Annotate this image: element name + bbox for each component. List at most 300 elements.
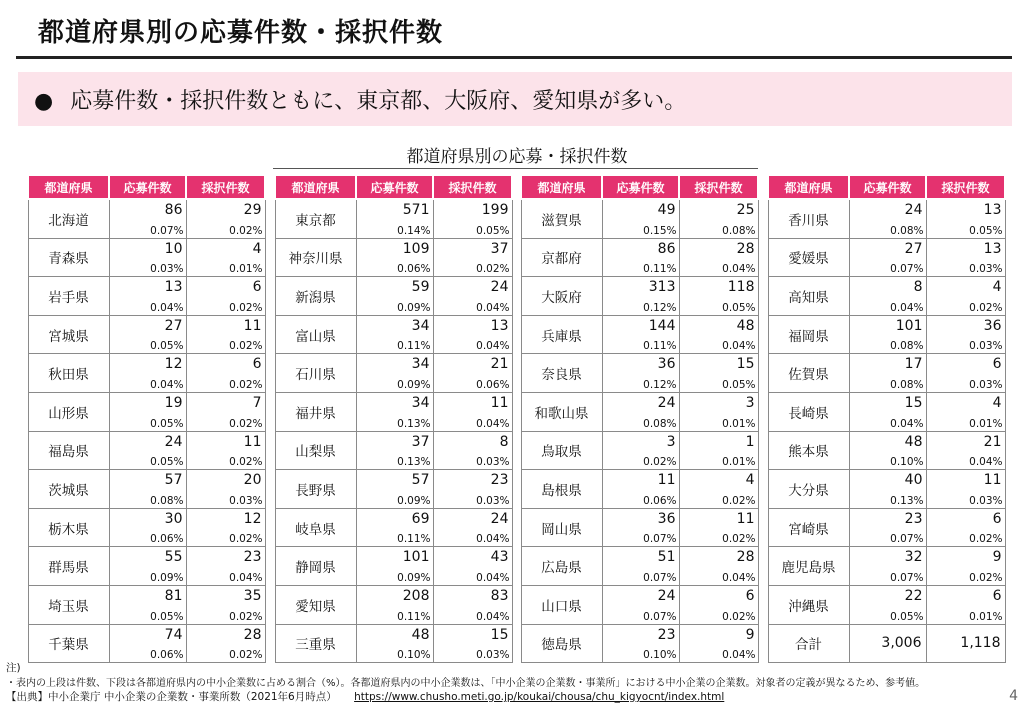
table-row (28, 431, 265, 470)
adoption-count-cell (186, 392, 265, 431)
application-count: 34 (411, 356, 430, 373)
adoption-ratio: 0.01% (969, 610, 1003, 623)
application-ratio: 0.12% (643, 301, 677, 314)
adoption-ratio: 0.03% (476, 456, 510, 469)
application-count: 3 (666, 433, 676, 450)
prefecture-name: 徳島県 (521, 624, 602, 663)
adoption-count-cell (679, 315, 758, 354)
application-ratio: 0.11% (397, 340, 431, 353)
adoption-count-cell (433, 392, 512, 431)
adoption-count: 37 (490, 240, 509, 257)
table-row (28, 585, 265, 624)
prefecture-name: 京都府 (521, 238, 602, 277)
prefecture-table (520, 174, 759, 663)
application-ratio: 0.11% (397, 533, 431, 546)
table-row (28, 238, 265, 277)
adoption-count: 24 (490, 279, 509, 296)
adoption-ratio: 0.04% (476, 417, 510, 430)
adoption-ratio: 0.04% (229, 571, 263, 584)
adoption-count-cell (433, 470, 512, 509)
prefecture-name: 青森県 (28, 238, 109, 277)
adoption-ratio: 0.05% (722, 301, 756, 314)
table-row (768, 354, 1005, 393)
application-ratio: 0.09% (397, 494, 431, 507)
adoption-ratio: 0.05% (722, 378, 756, 391)
prefecture-name: 鹿児島県 (768, 547, 849, 586)
application-ratio: 0.10% (643, 649, 677, 662)
application-ratio: 0.07% (643, 571, 677, 584)
table-row (521, 277, 758, 316)
adoption-ratio: 0.03% (476, 494, 510, 507)
adoption-ratio: 0.01% (969, 417, 1003, 430)
prefecture-name: 石川県 (275, 354, 356, 393)
adoption-count: 48 (736, 317, 755, 334)
adoption-ratio: 0.01% (722, 456, 756, 469)
application-count-cell (849, 470, 926, 509)
adoption-count: 25 (736, 202, 755, 218)
table-row (28, 354, 265, 393)
adoption-count-cell (926, 315, 1005, 354)
adoption-count-cell (433, 585, 512, 624)
table-header-row (768, 175, 1005, 199)
application-count-cell (356, 508, 433, 547)
application-count-cell (109, 277, 186, 316)
table-row (768, 508, 1005, 547)
adoption-count: 35 (243, 587, 262, 604)
application-count: 57 (411, 472, 430, 489)
adoption-count: 4 (992, 394, 1002, 411)
adoption-count-cell (679, 431, 758, 470)
table-row (28, 547, 265, 586)
table-header-row (275, 175, 512, 199)
application-count-cell (849, 585, 926, 624)
prefecture-name: 埼玉県 (28, 585, 109, 624)
table-row (28, 392, 265, 431)
adoption-ratio: 0.02% (722, 533, 756, 546)
title-underline (16, 56, 1012, 59)
adoption-count-cell (926, 470, 1005, 509)
application-count-cell (109, 470, 186, 509)
application-ratio: 0.06% (150, 533, 184, 546)
application-ratio: 0.06% (150, 649, 184, 662)
prefecture-name: 高知県 (768, 277, 849, 316)
adoption-count: 23 (243, 549, 262, 566)
adoption-count: 15 (490, 626, 509, 643)
application-ratio: 0.04% (150, 301, 184, 314)
adoption-count: 28 (243, 626, 262, 643)
application-count-cell (109, 585, 186, 624)
adoption-count: 83 (490, 587, 509, 604)
table-row (768, 315, 1005, 354)
prefecture-name: 島根県 (521, 470, 602, 509)
prefecture-name: 静岡県 (275, 547, 356, 586)
table-header-row (28, 175, 265, 199)
adoption-ratio: 0.01% (229, 263, 263, 276)
source-link[interactable]: https://www.chusho.meti.go.jp/koukai/chousa/chu_kigyocnt/index.html (354, 691, 725, 703)
adoption-ratio: 0.02% (969, 301, 1003, 314)
application-ratio: 0.10% (397, 649, 431, 662)
application-count: 24 (904, 202, 923, 218)
application-count: 23 (657, 626, 676, 643)
application-count-cell (356, 392, 433, 431)
application-count: 86 (164, 202, 183, 218)
table-row (521, 199, 758, 238)
adoption-ratio: 0.02% (969, 533, 1003, 546)
adoption-ratio: 0.02% (476, 263, 510, 276)
application-count-cell (849, 508, 926, 547)
application-count: 13 (164, 279, 183, 296)
adoption-count: 9 (992, 549, 1002, 566)
prefecture-name: 宮崎県 (768, 508, 849, 547)
adoption-count-cell (433, 624, 512, 663)
application-count: 81 (164, 587, 183, 604)
adoption-ratio: 0.04% (476, 301, 510, 314)
summary-banner-text (34, 84, 686, 115)
adoption-ratio: 0.02% (722, 610, 756, 623)
adoption-count: 29 (243, 202, 262, 218)
application-count-cell (356, 277, 433, 316)
application-count-cell (602, 470, 679, 509)
application-ratio: 0.06% (643, 494, 677, 507)
application-ratio: 0.11% (643, 263, 677, 276)
adoption-count-cell (679, 238, 758, 277)
adoption-count: 13 (490, 317, 509, 334)
application-count-cell (602, 277, 679, 316)
application-ratio: 0.07% (890, 533, 924, 546)
application-count-cell (356, 431, 433, 470)
adoption-ratio: 0.03% (476, 649, 510, 662)
application-count: 10 (164, 240, 183, 257)
adoption-count: 36 (983, 317, 1002, 334)
application-ratio: 0.15% (643, 224, 677, 237)
page-title: 都道府県別の応募件数・採択件数 (38, 18, 444, 48)
adoption-count-cell (186, 508, 265, 547)
application-count: 36 (657, 356, 676, 373)
application-ratio: 0.07% (890, 263, 924, 276)
table-row (28, 624, 265, 663)
prefecture-name: 長崎県 (768, 392, 849, 431)
application-count: 24 (164, 433, 183, 450)
adoption-ratio: 0.02% (969, 571, 1003, 584)
total-label: 合計 (768, 624, 849, 663)
adoptions-header: 採択件数 (926, 175, 1005, 199)
adoption-ratio: 0.03% (229, 494, 263, 507)
application-count-cell (109, 392, 186, 431)
application-ratio: 0.05% (890, 610, 924, 623)
adoption-count: 11 (983, 472, 1002, 489)
application-ratio: 0.14% (397, 224, 431, 237)
prefecture-name: 香川県 (768, 199, 849, 238)
adoption-count-cell (679, 508, 758, 547)
source-label: 【出典】中小企業庁 中小企業の企業数・事業所数（2021年6月時点） (6, 691, 337, 703)
prefecture-name: 山口県 (521, 585, 602, 624)
table-row (768, 470, 1005, 509)
adoption-count: 23 (490, 472, 509, 489)
bullet-icon: ● (34, 89, 54, 114)
application-count-cell (356, 470, 433, 509)
application-count-cell (602, 315, 679, 354)
application-count-cell (356, 315, 433, 354)
adoption-count-cell (433, 238, 512, 277)
adoption-ratio: 0.04% (722, 649, 756, 662)
adoption-count: 7 (252, 394, 262, 411)
prefecture-name: 宮城県 (28, 315, 109, 354)
table-row (521, 508, 758, 547)
prefecture-name: 福岡県 (768, 315, 849, 354)
application-count: 37 (411, 433, 430, 450)
table-row (768, 277, 1005, 316)
prefecture-name: 岐阜県 (275, 508, 356, 547)
application-count-cell (849, 277, 926, 316)
prefecture-name: 栃木県 (28, 508, 109, 547)
adoption-count: 4 (252, 240, 262, 257)
adoption-count-cell (926, 585, 1005, 624)
application-count-cell (849, 199, 926, 238)
application-count-cell (849, 431, 926, 470)
adoption-count: 1 (745, 433, 755, 450)
application-count: 208 (402, 587, 430, 604)
adoption-count: 6 (992, 587, 1002, 604)
application-ratio: 0.08% (890, 378, 924, 391)
application-count-cell (109, 508, 186, 547)
application-count-cell (109, 315, 186, 354)
application-count: 40 (904, 472, 923, 489)
prefecture-name: 愛知県 (275, 585, 356, 624)
table-row (521, 238, 758, 277)
application-count-cell (602, 547, 679, 586)
application-ratio: 0.13% (890, 494, 924, 507)
adoption-count-cell (186, 199, 265, 238)
page-number: 4 (1009, 688, 1018, 704)
application-count: 49 (657, 202, 676, 218)
adoption-count: 3 (745, 394, 755, 411)
adoption-ratio: 0.04% (969, 456, 1003, 469)
application-count-cell (602, 585, 679, 624)
prefecture-header: 都道府県 (28, 175, 109, 199)
table-row (768, 547, 1005, 586)
adoption-ratio: 0.05% (476, 224, 510, 237)
application-count: 27 (904, 240, 923, 257)
adoption-count-cell (926, 431, 1005, 470)
table-row (28, 470, 265, 509)
prefecture-name: 奈良県 (521, 354, 602, 393)
adoption-ratio: 0.05% (969, 224, 1003, 237)
adoption-count-cell (926, 238, 1005, 277)
adoption-count-cell (433, 315, 512, 354)
adoption-count-cell (926, 354, 1005, 393)
note-line: ・表内の上段は件数、下段は各都道府県内の中小企業数に占める割合（%）。各都道府県内の中小企業数は、「中小企業の企業数・事業所」における中小企業の企業数。対象者の定義が異なるため、参考値。 (6, 678, 926, 689)
application-ratio: 0.13% (397, 456, 431, 469)
application-count: 30 (164, 510, 183, 527)
adoption-ratio: 0.03% (969, 263, 1003, 276)
application-count-cell (849, 315, 926, 354)
application-count: 74 (164, 626, 183, 643)
prefecture-name: 富山県 (275, 315, 356, 354)
adoption-ratio: 0.04% (722, 571, 756, 584)
table-row (275, 470, 512, 509)
adoption-count: 24 (490, 510, 509, 527)
application-ratio: 0.07% (643, 533, 677, 546)
application-count-cell (849, 238, 926, 277)
adoption-count: 11 (490, 394, 509, 411)
adoption-ratio: 0.01% (722, 417, 756, 430)
table-row (275, 508, 512, 547)
table-row (275, 392, 512, 431)
adoption-ratio: 0.04% (722, 340, 756, 353)
adoption-count-cell (433, 199, 512, 238)
table-row (275, 585, 512, 624)
prefecture-name: 愛媛県 (768, 238, 849, 277)
adoption-count: 21 (490, 356, 509, 373)
application-count-cell (109, 238, 186, 277)
application-count-cell (602, 508, 679, 547)
table-row (275, 354, 512, 393)
application-count: 27 (164, 317, 183, 334)
application-count-cell (356, 199, 433, 238)
adoption-count: 6 (745, 587, 755, 604)
application-count-cell (602, 624, 679, 663)
adoption-count-cell (433, 508, 512, 547)
adoption-count-cell (926, 392, 1005, 431)
application-ratio: 0.09% (150, 571, 184, 584)
prefecture-table (27, 174, 266, 663)
application-count: 23 (904, 510, 923, 527)
application-ratio: 0.07% (643, 610, 677, 623)
table-row (521, 392, 758, 431)
table-row (28, 508, 265, 547)
adoption-count: 15 (736, 356, 755, 373)
adoption-count-cell (679, 470, 758, 509)
table-row (275, 431, 512, 470)
prefecture-name: 岡山県 (521, 508, 602, 547)
adoption-count-cell (679, 199, 758, 238)
table-row (521, 547, 758, 586)
application-count-cell (602, 199, 679, 238)
application-count-cell (109, 624, 186, 663)
prefecture-name: 兵庫県 (521, 315, 602, 354)
prefecture-name: 三重県 (275, 624, 356, 663)
prefecture-name: 熊本県 (768, 431, 849, 470)
adoption-ratio: 0.02% (229, 456, 263, 469)
prefecture-name: 鳥取県 (521, 431, 602, 470)
table-row (28, 277, 265, 316)
adoption-count-cell (926, 508, 1005, 547)
adoption-count-cell (186, 238, 265, 277)
applications-header: 応募件数 (849, 175, 926, 199)
application-count-cell (849, 354, 926, 393)
adoption-count-cell (679, 624, 758, 663)
application-count: 59 (411, 279, 430, 296)
adoption-count-cell (679, 392, 758, 431)
prefecture-name: 沖縄県 (768, 585, 849, 624)
table-row (275, 547, 512, 586)
adoption-ratio: 0.03% (969, 494, 1003, 507)
application-ratio: 0.04% (890, 417, 924, 430)
adoption-count-cell (186, 431, 265, 470)
table-row (768, 624, 1005, 663)
prefecture-name: 和歌山県 (521, 392, 602, 431)
table-row (275, 277, 512, 316)
prefecture-name: 茨城県 (28, 470, 109, 509)
note-label: 注) (6, 662, 21, 674)
table-row (275, 315, 512, 354)
adoption-ratio: 0.02% (229, 533, 263, 546)
adoption-count: 28 (736, 240, 755, 257)
prefecture-name: 福井県 (275, 392, 356, 431)
application-ratio: 0.05% (150, 456, 184, 469)
adoption-count-cell (186, 470, 265, 509)
adoption-count: 13 (983, 202, 1002, 218)
application-count-cell (602, 354, 679, 393)
application-count: 86 (657, 240, 676, 257)
prefecture-name: 山形県 (28, 392, 109, 431)
table-row (521, 315, 758, 354)
application-count-cell (109, 431, 186, 470)
prefecture-name: 千葉県 (28, 624, 109, 663)
table-row (275, 199, 512, 238)
application-ratio: 0.04% (150, 378, 184, 391)
application-count: 571 (402, 202, 430, 218)
adoption-ratio: 0.06% (476, 378, 510, 391)
adoption-count: 118 (727, 279, 755, 296)
application-count: 313 (648, 279, 676, 296)
adoption-count-cell (186, 277, 265, 316)
adoption-count-cell (926, 547, 1005, 586)
application-count: 69 (411, 510, 430, 527)
prefecture-name: 長野県 (275, 470, 356, 509)
application-count: 144 (648, 317, 676, 334)
application-count: 32 (904, 549, 923, 566)
prefecture-name: 東京都 (275, 199, 356, 238)
application-ratio: 0.02% (643, 456, 677, 469)
adoption-ratio: 0.08% (722, 224, 756, 237)
adoption-count: 199 (481, 202, 509, 218)
adoption-count-cell (679, 585, 758, 624)
application-count: 36 (657, 510, 676, 527)
adoption-ratio: 0.04% (722, 263, 756, 276)
table-row (275, 238, 512, 277)
table-row (768, 431, 1005, 470)
adoption-count-cell (186, 354, 265, 393)
adoption-count: 11 (243, 317, 262, 334)
adoption-ratio: 0.04% (476, 610, 510, 623)
application-ratio: 0.13% (397, 417, 431, 430)
adoption-count-cell (433, 277, 512, 316)
adoption-count-cell (186, 547, 265, 586)
adoption-count-cell (926, 277, 1005, 316)
adoption-ratio: 0.04% (476, 571, 510, 584)
table-row (521, 585, 758, 624)
application-ratio: 0.11% (643, 340, 677, 353)
adoption-ratio: 0.03% (969, 340, 1003, 353)
adoption-count-cell (186, 585, 265, 624)
application-ratio: 0.07% (150, 224, 184, 237)
adoption-count: 4 (992, 279, 1002, 296)
table-row (768, 392, 1005, 431)
adoption-count: 20 (243, 472, 262, 489)
application-count: 24 (657, 394, 676, 411)
adoption-count: 28 (736, 549, 755, 566)
application-ratio: 0.05% (150, 340, 184, 353)
table-caption: 都道府県別の応募・採択件数 (406, 147, 628, 167)
application-count: 57 (164, 472, 183, 489)
application-count: 15 (904, 394, 923, 411)
prefecture-name: 群馬県 (28, 547, 109, 586)
application-ratio: 0.08% (150, 494, 184, 507)
application-count: 51 (657, 549, 676, 566)
application-count: 109 (402, 240, 430, 257)
application-count: 8 (913, 279, 923, 296)
